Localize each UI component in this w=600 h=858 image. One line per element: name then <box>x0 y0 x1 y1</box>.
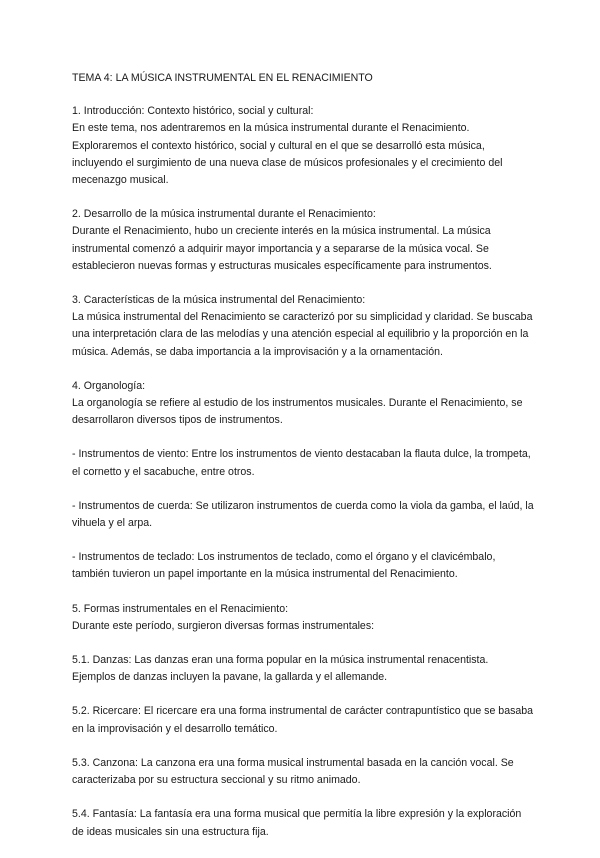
list-item-text: - Instrumentos de cuerda: Se utilizaron instrumentos de cuerda como la viola da gamba, el laúd, la vihuela y el arpa. <box>72 499 534 530</box>
section-introduccion <box>72 103 534 189</box>
subsection-fantasia <box>72 806 534 840</box>
section-desarrollo <box>72 206 534 275</box>
subsection-text: 5.1. Danzas: Las danzas eran una forma popular en la música instrumental renacentista. Ejemplos de danzas incluyen la pavane, la gallarda y el allemande. <box>72 654 489 684</box>
section-heading: 4. Organología: <box>72 379 146 392</box>
subsection-canzona <box>72 755 534 789</box>
list-item-teclado <box>72 549 534 583</box>
section-body: En este tema, nos adentraremos en la música instrumental durante el Renacimiento. Exploraremos el contexto histórico, social y cultural en el que se desarrolló esta música, incluyendo el surgimiento de una nueva clase de músicos profesionales y el crecimiento del mecenazgo musical. <box>72 122 503 187</box>
subsection-text: 5.2. Ricercare: El ricercare era una forma instrumental de carácter contrapuntístico que se basaba en la improvisación y el desarrollo temático. <box>72 705 534 735</box>
section-formas <box>72 601 534 635</box>
section-heading: 5. Formas instrumentales en el Renacimiento: <box>72 602 289 615</box>
section-heading: 3. Características de la música instrumental del Renacimiento: <box>72 294 366 307</box>
list-item-text: - Instrumentos de teclado: Los instrumentos de teclado, como el órgano y el clavicémbalo, también tuvieron un papel importante en la música instrumental del Renacimiento. <box>72 551 496 581</box>
section-body: La música instrumental del Renacimiento se caracterizó por su simplicidad y claridad. Se buscaba una interpretación clara de las melodías y una atención especial al equilibrio y la proporción en la música. Además, se daba importancia a la improvisación y a la ornamentación. <box>72 311 533 358</box>
list-item-text: - Instrumentos de viento: Entre los instrumentos de viento destacaban la flauta dulce, la trompeta, el cornetto y el sacabuche, entre otros. <box>72 448 531 478</box>
section-body: Durante este período, surgieron diversas formas instrumentales: <box>72 619 375 632</box>
document-title: TEMA 4: LA MÚSICA INSTRUMENTAL EN EL RENACIMIENTO <box>72 72 373 84</box>
subsection-text: 5.3. Canzona: La canzona era una forma musical instrumental basada en la canción vocal. Se caracterizaba por su estructura seccional y su ritmo animado. <box>72 756 514 787</box>
subsection-danzas <box>72 652 534 686</box>
section-body: Durante el Renacimiento, hubo un creciente interés en la música instrumental. La música instrumental comenzó a adquirir mayor importancia y a separarse de la música vocal. Se establecieron nuevas formas y estructuras musicales específicamente para instrumentos. <box>72 225 492 272</box>
list-item-cuerda <box>72 498 534 532</box>
section-body: La organología se refiere al estudio de los instrumentos musicales. Durante el Renacimiento, se desarrollaron diversos tipos de instrumentos. <box>72 397 523 427</box>
document-page <box>72 70 534 858</box>
list-item-viento <box>72 446 534 480</box>
subsection-text: 5.4. Fantasía: La fantasía era una forma musical que permitía la libre expresión y la exploración de ideas musicales sin una estructura fija. <box>72 808 522 838</box>
section-heading: 2. Desarrollo de la música instrumental durante el Renacimiento: <box>72 208 376 221</box>
section-heading: 1. Introducción: Contexto histórico, social y cultural: <box>72 105 314 118</box>
section-organologia <box>72 378 534 430</box>
subsection-ricercare <box>72 703 534 737</box>
section-caracteristicas <box>72 292 534 361</box>
